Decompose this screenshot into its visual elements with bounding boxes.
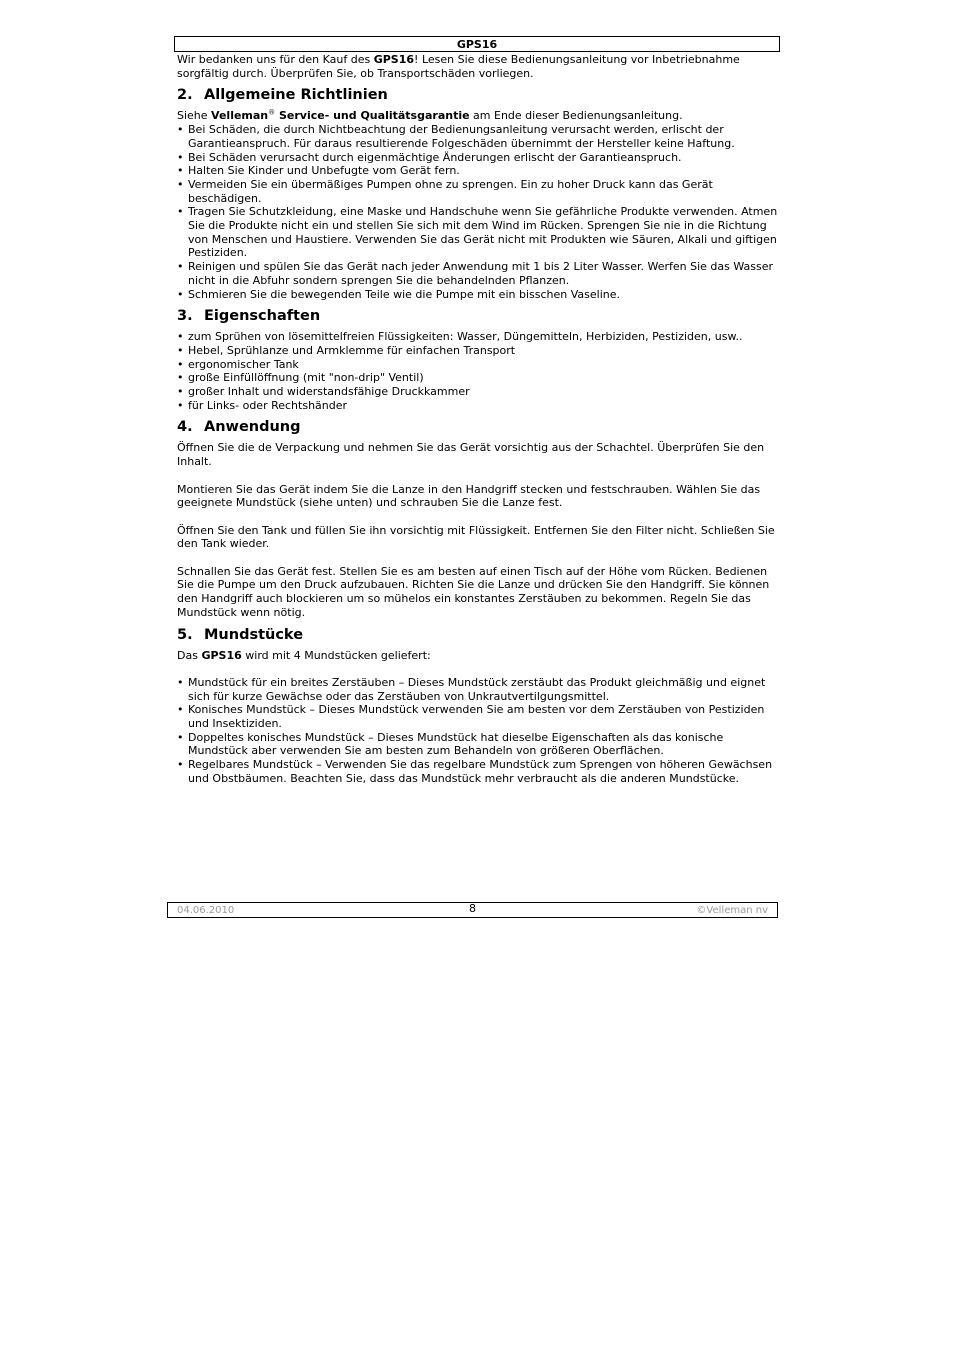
section-4-paragraph: Montieren Sie das Gerät indem Sie die Lanze in den Handgriff stecken und festschrauben. Wählen Sie das geeignete Mundstück (siehe unten) und schrauben Sie die Lanze fest. [177, 482, 761, 510]
list-item: • Doppeltes konisches Mundstück – Dieses Mundstück hat dieselbe Eigenschaften als das konische Mundstück aber verwenden Sie am besten zum Behandeln von größeren Oberflächen. [177, 731, 779, 758]
footer-date: 04.06.2010 [177, 905, 235, 916]
section-heading-4: 4. Anwendung [177, 419, 301, 436]
section-2-lead: Siehe Velleman® Service- und Qualitätsgarantie am Ende dieser Bedienungsanleitung. [177, 108, 683, 123]
list-item: • Mundstück für ein breites Zerstäuben – Dieses Mundstück zerstäubt das Produkt gleichmäßig und eignet sich für kurze Gewächse oder das Zerstäuben von Unkrautvertilgungsmittel. [177, 676, 779, 703]
list-item: • Regelbares Mundstück – Verwenden Sie das regelbare Mundstück zum Sprengen von höheren Gewächsen und Obstbäumen. Beachten Sie, dass das Mundstück mehr verbraucht als die anderen Mundstücke. [177, 758, 779, 785]
list-item: • Reinigen und spülen Sie das Gerät nach jeder Anwendung mit 1 bis 2 Liter Wasser. Werfen Sie das Wasser nicht in die Abfuhr sondern sprengen Sie die behandelnden Pflanzen. [177, 260, 779, 287]
section-4-paragraph: Öffnen Sie den Tank und füllen Sie ihn vorsichtig mit Flüssigkeit. Entfernen Sie den Filter nicht. Schließen Sie den Tank wieder. [177, 523, 775, 551]
list-item: • ergonomischer Tank [177, 358, 779, 372]
list-item: • Schmieren Sie die bewegenden Teile wie die Pumpe mit ein bisschen Vaseline. [177, 288, 779, 302]
section-heading-3: 3. Eigenschaften [177, 308, 321, 325]
list-item: • Bei Schäden verursacht durch eigenmächtige Änderungen erlischt der Garantieanspruch. [177, 151, 779, 165]
page-content [177, 53, 779, 786]
page-header [174, 36, 780, 52]
section-5-lead: Das GPS16 wird mit 4 Mundstücken geliefert: [177, 648, 431, 662]
list-item: • Vermeiden Sie ein übermäßiges Pumpen ohne zu sprengen. Ein zu hoher Druck kann das Gerät beschädigen. [177, 178, 779, 205]
section-4-paragraph: Schnallen Sie das Gerät fest. Stellen Sie es am besten auf einen Tisch auf der Höhe vom Rücken. Bedienen Sie die Pumpe um den Druck aufzubauen. Richten Sie die Lanze und drücken Sie den Handgriff. Sie können den Handgriff auch blockieren um so mühelos ein konstantes Zerstäuben zu bekommen. Regeln Sie das Mundstück wenn nötig. [177, 564, 770, 619]
header-model: GPS16 [456, 38, 498, 51]
page-footer [167, 902, 778, 918]
intro-paragraph: Wir bedanken uns für den Kauf des GPS16! Lesen Sie diese Bedienungsanleitung vor Inbetriebnahme sorgfältig durch. Überprüfen Sie, ob Transportschäden vorliegen. [177, 53, 740, 80]
list-item: • Hebel, Sprühlanze und Armklemme für einfachen Transport [177, 344, 779, 358]
list-item: • Halten Sie Kinder und Unbefugte vom Gerät fern. [177, 164, 779, 178]
section-2-list [177, 123, 779, 301]
list-item: • großer Inhalt und widerstandsfähige Druckkammer [177, 385, 779, 399]
section-3-list [177, 330, 779, 412]
section-4-paragraph: Öffnen Sie die de Verpackung und nehmen Sie das Gerät vorsichtig aus der Schachtel. Überprüfen Sie den Inhalt. [177, 441, 765, 469]
list-item: • Tragen Sie Schutzkleidung, eine Maske und Handschuhe wenn Sie gefährliche Produkte verwenden. Atmen Sie die Produkte nicht ein und stellen Sie sich mit dem Wind im Rücken. Sprengen Sie nie in die Richtung von Menschen und Haustiere. Verwenden Sie das Gerät nicht mit Produkten wie Säuren, Alkali und giftigen Pestiziden. [177, 205, 779, 260]
footer-copyright: ©Velleman nv [696, 905, 768, 916]
list-item: • zum Sprühen von lösemittelfreien Flüssigkeiten: Wasser, Düngemitteln, Herbiziden, Pestiziden, usw.. [177, 330, 779, 344]
list-item: • Konisches Mundstück – Dieses Mundstück verwenden Sie am besten vor dem Zerstäuben von Pestiziden und Insektiziden. [177, 703, 779, 730]
section-heading-2: 2. Allgemeine Richtlinien [177, 87, 388, 104]
section-5-list [177, 676, 779, 786]
page-number: 8 [469, 902, 476, 915]
list-item: • Bei Schäden, die durch Nichtbeachtung der Bedienungsanleitung verursacht werden, erlischt der Garantieanspruch. Für daraus resultierende Folgeschäden übernimmt der Hersteller keine Haftung. [177, 123, 779, 150]
list-item: • für Links- oder Rechtshänder [177, 399, 779, 413]
list-item: • große Einfüllöffnung (mit "non-drip" Ventil) [177, 371, 779, 385]
section-heading-5: 5. Mundstücke [177, 626, 304, 643]
